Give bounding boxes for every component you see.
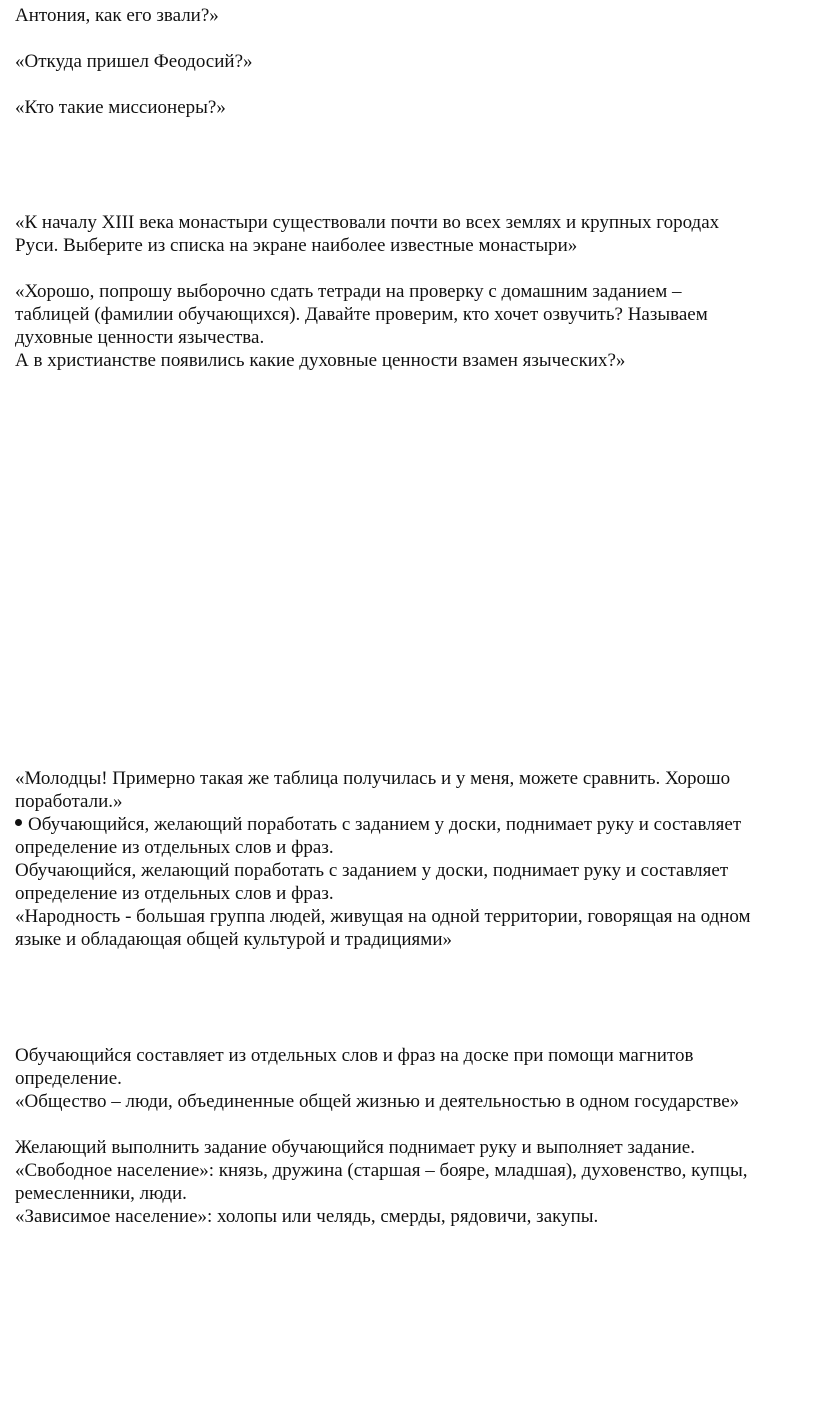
text-line: «Зависимое население»: холопы или челядь, смерды, рядовичи, закупы. [15,1206,599,1227]
text-line: Антония, как его звали?» [15,5,219,26]
text-line: «Народность - большая группа людей, живущая на одной территории, говорящая на одном [15,906,751,927]
text-line: языке и обладающая общей культурой и традициями» [15,929,452,950]
text-line: «Свободное население»: князь, дружина (старшая – бояре, младшая), духовенство, купцы, [15,1160,748,1181]
text-line: Обучающийся составляет из отдельных слов и фраз на доске при помощи магнитов [15,1045,694,1066]
text-line: «Общество – люди, объединенные общей жизнью и деятельностью в одном государстве» [15,1091,740,1112]
text-line: ремесленники, люди. [15,1183,187,1204]
text-line: определение из отдельных слов и фраз. [15,837,334,858]
text-line: А в христианстве появились какие духовные ценности взамен языческих?» [15,350,626,371]
text-line: «Кто такие миссионеры?» [15,97,226,118]
text-line: духовные ценности язычества. [15,327,265,348]
text-line: «Хорошо, попрошу выборочно сдать тетради на проверку с домашним заданием – [15,281,682,302]
text-line: «Молодцы! Примерно такая же таблица получилась и у меня, можете сравнить. Хорошо [15,768,731,789]
text-line: Обучающийся, желающий поработать с заданием у доски, поднимает руку и составляет [15,860,729,881]
text-line: Желающий выполнить задание обучающийся поднимает руку и выполняет задание. [15,1137,695,1158]
bullet-text: Обучающийся, желающий поработать с заданием у доски, поднимает руку и составляет [28,814,742,835]
text-line: «Откуда пришел Феодосий?» [15,51,253,72]
text-line: «К началу XIII века монастыри существовали почти во всех землях и крупных городах [15,212,720,233]
text-line: поработали.» [15,791,123,812]
text-line: определение. [15,1068,122,1089]
bullet-list-item [15,813,741,836]
text-line: таблицей (фамилии обучающихся). Давайте проверим, кто хочет озвучить? Называем [15,304,708,325]
bullet-icon [15,819,22,826]
text-line: Руси. Выберите из списка на экране наиболее известные монастыри» [15,235,578,256]
text-line: определение из отдельных слов и фраз. [15,883,334,904]
